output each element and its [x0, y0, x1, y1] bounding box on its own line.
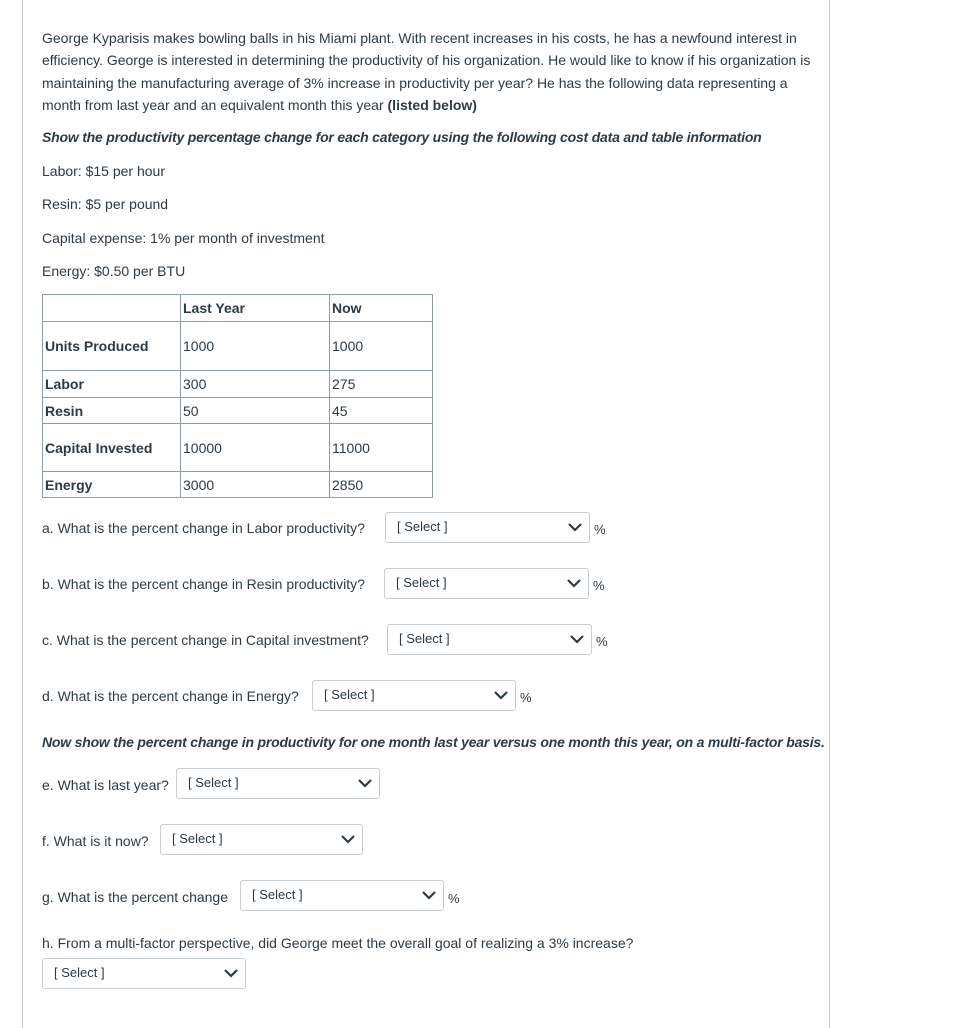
chevron-down-icon — [357, 776, 373, 790]
table-row — [43, 398, 433, 424]
select-energy[interactable] — [312, 680, 516, 711]
intro-text: George Kyparisis makes bowling balls in his Miami plant. With recent increases in his costs, he has a newfound interest in efficiency. George is interested in determining the productivity of his organization. He would like to know if his organization is maintaining the manufacturing average of 3% increase in productivity per year? He has the following data representing a month from last year and an equivalent month this year — [42, 30, 811, 113]
table-cell-last-year: 10000 — [181, 424, 330, 472]
percent-sign: % — [593, 578, 605, 593]
select-goal-met[interactable] — [42, 958, 246, 989]
select-placeholder: [ Select ] — [54, 965, 105, 980]
chevron-down-icon — [223, 966, 239, 980]
select-placeholder: [ Select ] — [324, 687, 375, 702]
question-d: d. What is the percent change in Energy? — [42, 688, 299, 704]
cost-capital: Capital expense: 1% per month of investment — [42, 230, 325, 246]
table-cell-now: 1000 — [330, 322, 433, 371]
table-row-label: Capital Invested — [43, 424, 181, 472]
chevron-down-icon — [569, 632, 585, 646]
multi-factor-instruction: Now show the percent change in productivity for one month last year versus one month this year, on a multi-factor basis. — [42, 734, 825, 750]
table-row-label: Resin — [43, 398, 181, 424]
intro-paragraph — [42, 27, 817, 116]
table-row-label: Labor — [43, 371, 181, 398]
select-now[interactable] — [160, 824, 363, 855]
chevron-down-icon — [493, 688, 509, 702]
table-row — [43, 472, 433, 498]
table-header-cell: Now — [330, 295, 433, 322]
cost-energy: Energy: $0.50 per BTU — [42, 263, 186, 279]
table-header-row — [43, 295, 433, 322]
table-cell-last-year: 1000 — [181, 322, 330, 371]
question-b: b. What is the percent change in Resin productivity? — [42, 576, 365, 592]
select-placeholder: [ Select ] — [252, 887, 303, 902]
percent-sign: % — [596, 634, 608, 649]
table-row — [43, 322, 433, 371]
percent-sign: % — [594, 522, 606, 537]
question-e: e. What is last year? — [42, 777, 169, 793]
table-header-cell: Last Year — [181, 295, 330, 322]
select-percent-change[interactable] — [240, 880, 444, 911]
question-c: c. What is the percent change in Capital investment? — [42, 632, 369, 648]
select-labor-productivity[interactable] — [385, 512, 590, 543]
instruction-text: Show the productivity percentage change for each category using the following cost data and table information — [42, 129, 762, 145]
intro-bold-suffix: (listed below) — [387, 96, 477, 113]
chevron-down-icon — [567, 520, 583, 534]
cost-labor: Labor: $15 per hour — [42, 163, 165, 179]
question-h: h. From a multi-factor perspective, did George meet the overall goal of realizing a 3% increase? — [42, 935, 634, 951]
percent-sign: % — [520, 690, 532, 705]
table-header-cell — [43, 295, 181, 322]
select-placeholder: [ Select ] — [172, 831, 223, 846]
table-cell-last-year: 300 — [181, 371, 330, 398]
question-f: f. What is it now? — [42, 833, 149, 849]
question-g: g. What is the percent change — [42, 889, 228, 905]
cost-resin: Resin: $5 per pound — [42, 196, 169, 212]
chevron-down-icon — [421, 888, 437, 902]
select-placeholder: [ Select ] — [396, 575, 447, 590]
data-table — [42, 294, 433, 498]
chevron-down-icon — [340, 832, 356, 846]
table-row — [43, 424, 433, 472]
table-cell-last-year: 3000 — [181, 472, 330, 498]
select-resin-productivity[interactable] — [384, 568, 589, 599]
table-cell-now: 2850 — [330, 472, 433, 498]
select-capital-investment[interactable] — [387, 624, 592, 655]
table-cell-now: 45 — [330, 398, 433, 424]
table-row — [43, 371, 433, 398]
select-last-year[interactable] — [176, 768, 380, 799]
table-row-label: Energy — [43, 472, 181, 498]
table-cell-last-year: 50 — [181, 398, 330, 424]
select-placeholder: [ Select ] — [188, 775, 239, 790]
select-placeholder: [ Select ] — [397, 519, 448, 534]
table-cell-now: 275 — [330, 371, 433, 398]
chevron-down-icon — [566, 576, 582, 590]
select-placeholder: [ Select ] — [399, 631, 450, 646]
table-cell-now: 11000 — [330, 424, 433, 472]
percent-sign: % — [448, 891, 460, 906]
table-row-label: Units Produced — [43, 322, 181, 371]
question-a: a. What is the percent change in Labor productivity? — [42, 520, 365, 536]
